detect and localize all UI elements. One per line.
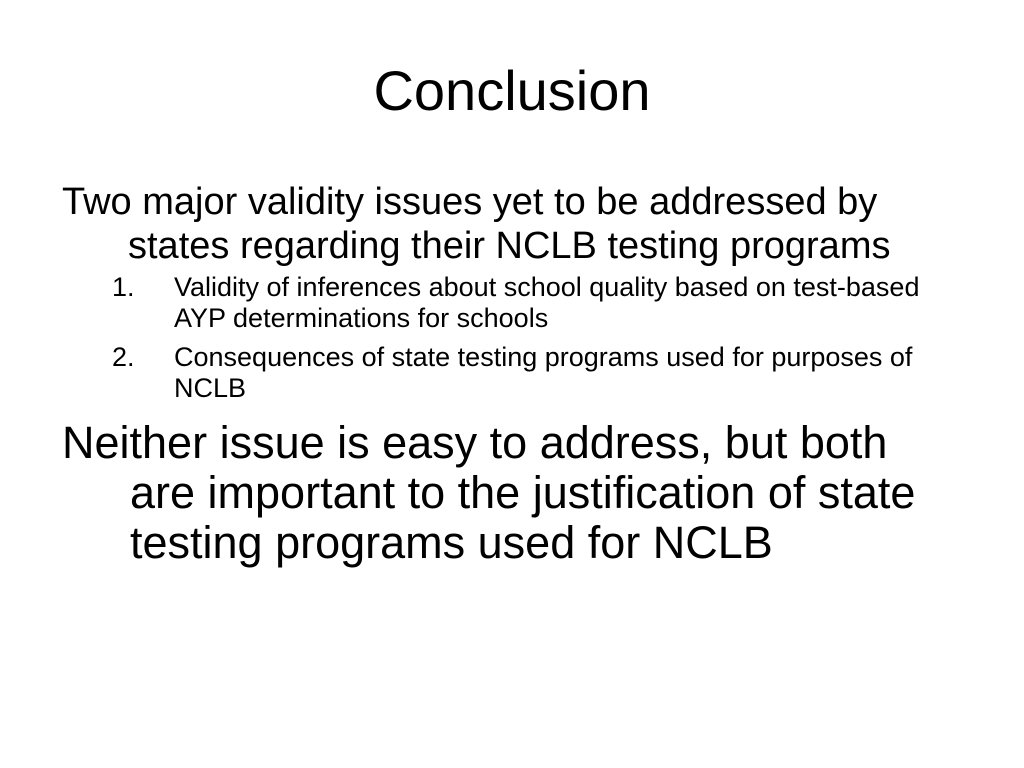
list-item-text: Validity of inferences about school quality based on test-based AYP determinations for schools bbox=[174, 272, 920, 333]
list-item bbox=[62, 342, 962, 404]
bullet-conclusion: Neither issue is easy to address, but both are important to the justification of state testing programs used for NCLB bbox=[62, 417, 916, 568]
numbered-list bbox=[62, 272, 962, 404]
list-item bbox=[62, 272, 962, 334]
slide-body bbox=[62, 180, 962, 568]
list-item-number: 2. bbox=[112, 342, 135, 372]
slide-title: Conclusion bbox=[373, 59, 651, 122]
bullet-validity-issues: Two major validity issues yet to be addressed by states regarding their NCLB testing programs bbox=[62, 181, 891, 267]
list-item-number: 1. bbox=[112, 272, 135, 302]
list-item-text: Consequences of state testing programs used for purposes of NCLB bbox=[174, 342, 913, 403]
